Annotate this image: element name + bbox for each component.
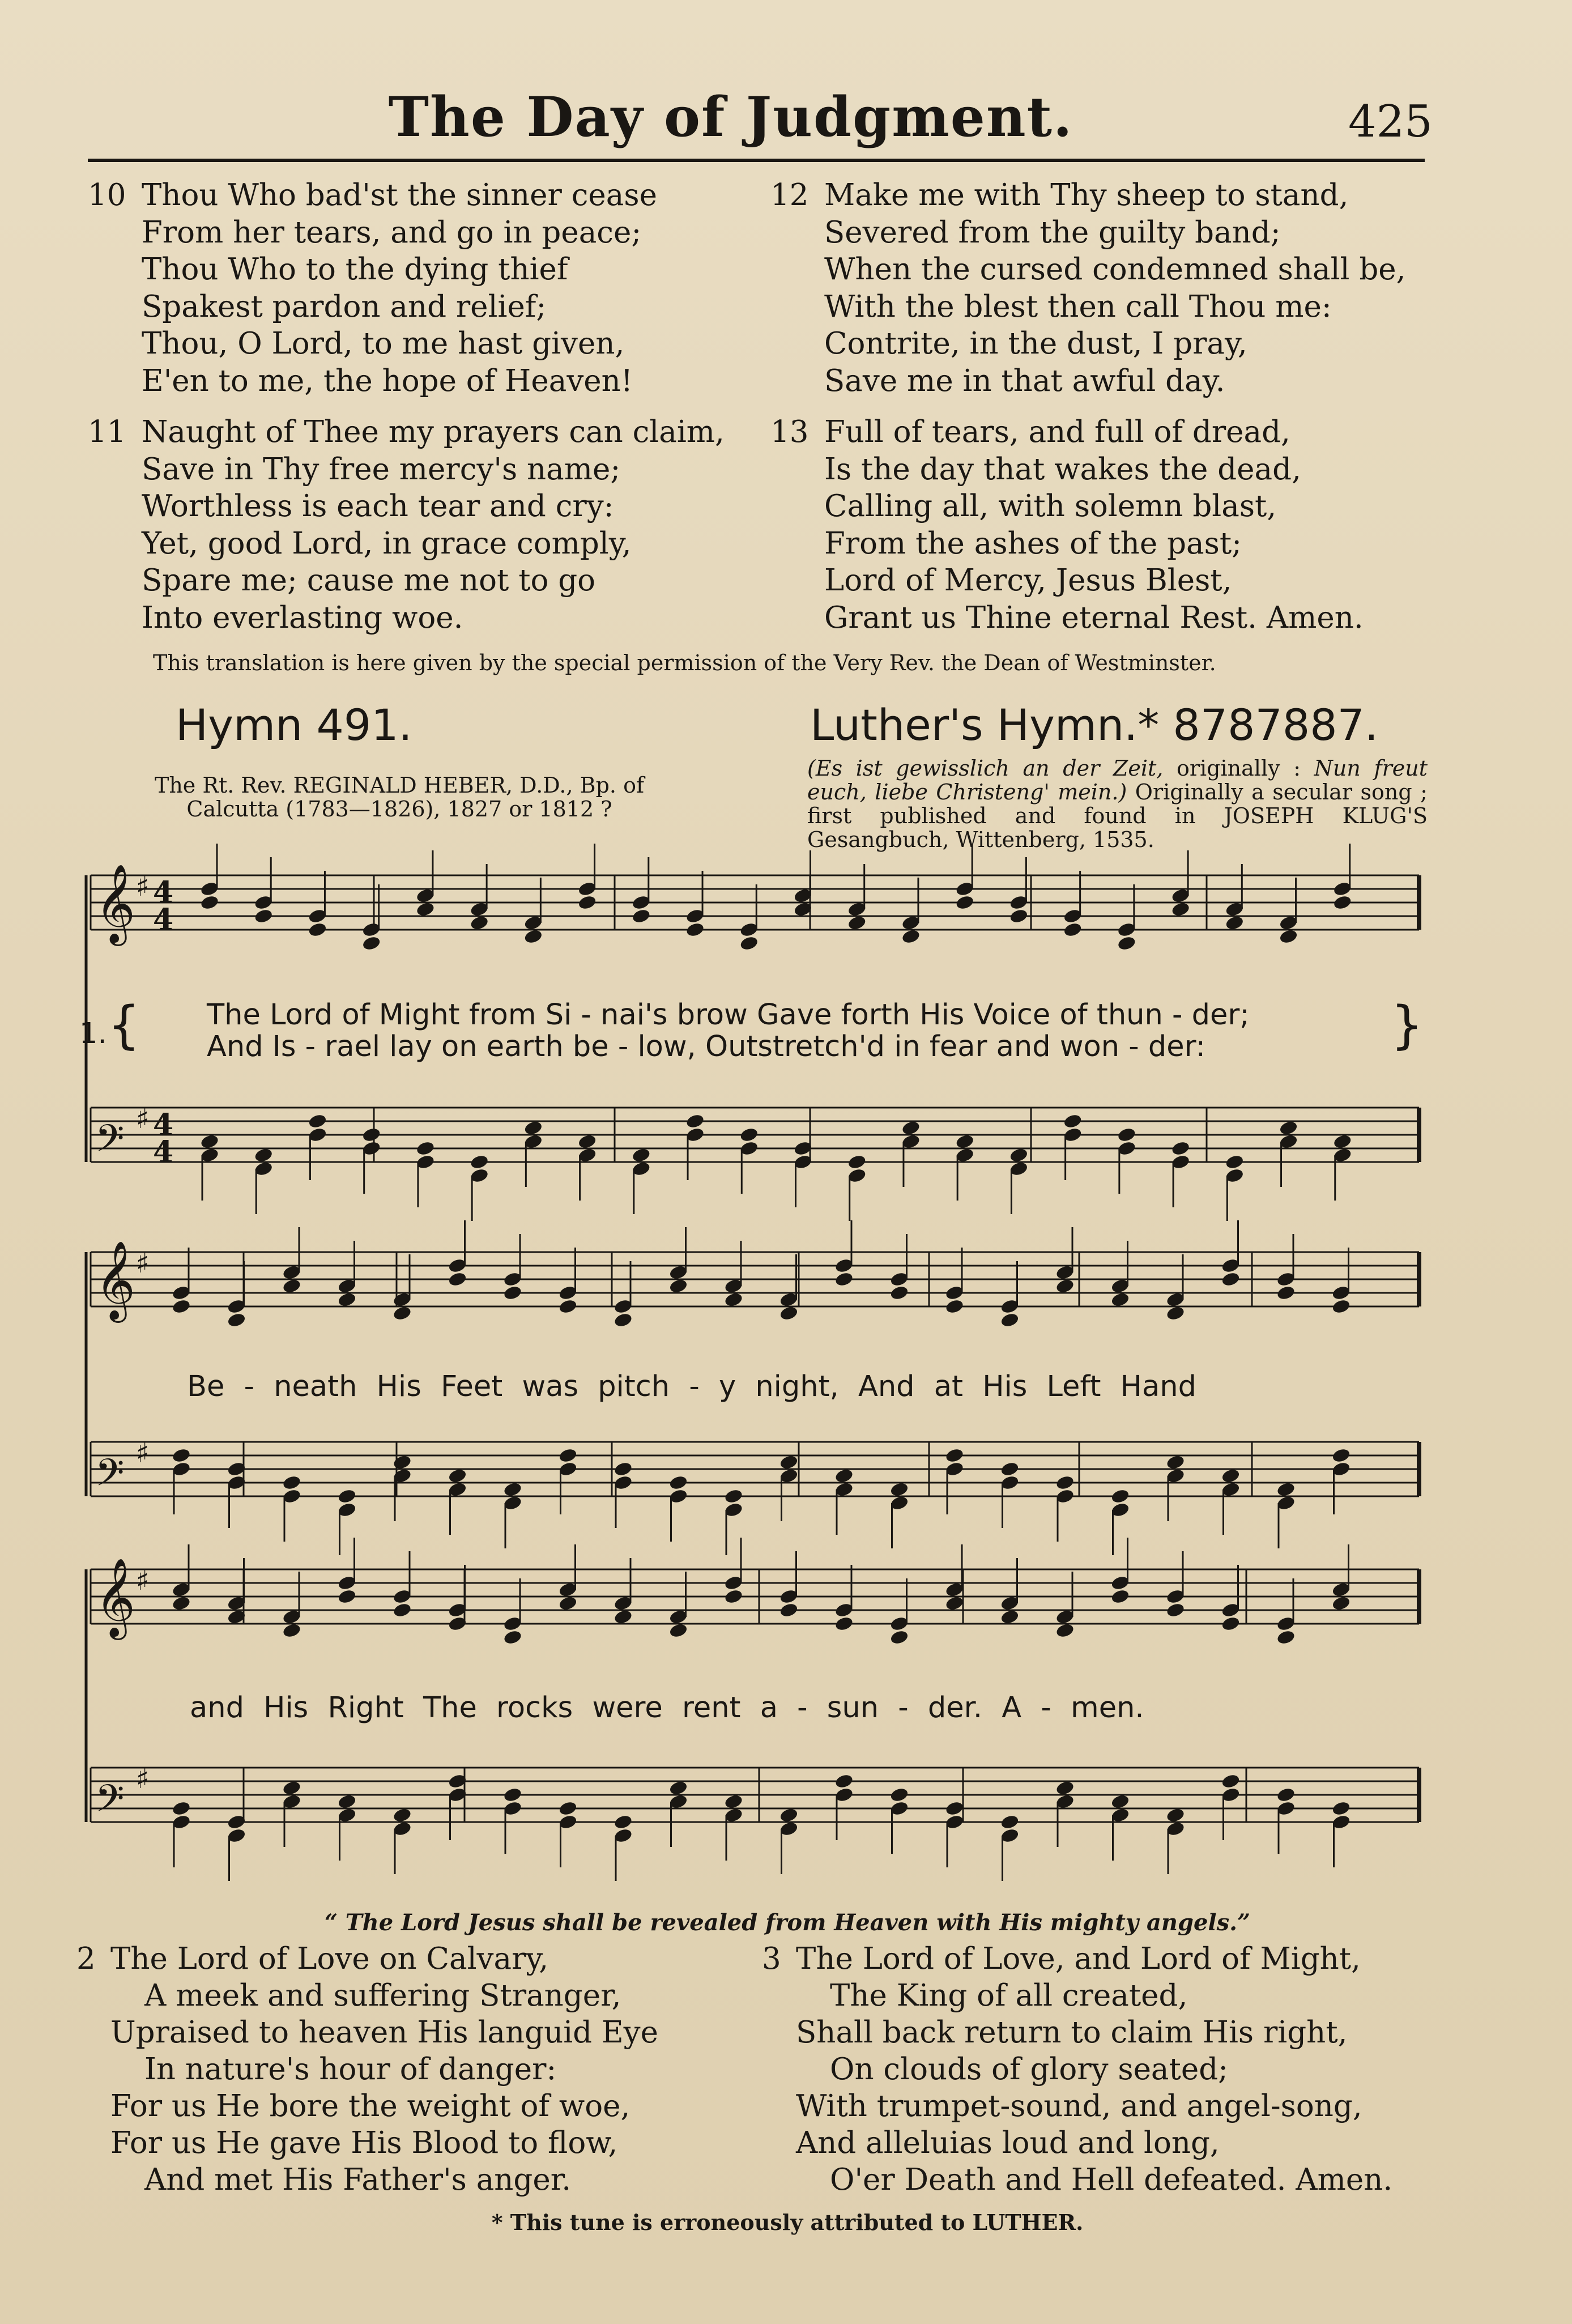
verse-line: Calling all, with solemn blast,: [824, 489, 1277, 523]
treble-clef: 𝄞: [95, 1241, 135, 1320]
notehead: [668, 1780, 688, 1796]
verse-line: Naught of Thee my prayers can claim,: [142, 415, 725, 449]
notehead: [448, 1271, 467, 1287]
verse-line: Thou Who to the dying thief: [142, 252, 568, 287]
author-line: Calcutta (1783—1826), 1827 or 1812 ?: [186, 797, 612, 822]
notehead: [1165, 1305, 1185, 1321]
notehead: [1165, 1602, 1185, 1618]
verse-3: [762, 1940, 1392, 2198]
tune-source-text: Originally a secular song ; first published and found in JOSEPH KLUG'S Gesangbuch, Wittenberg, 1535.: [807, 780, 1428, 852]
notehead: [1221, 1773, 1241, 1789]
time-signature: 4: [153, 1108, 174, 1142]
notehead: [723, 1488, 743, 1504]
notehead: [668, 1278, 688, 1294]
verse-number: 3: [762, 1942, 781, 1976]
notehead: [1063, 1113, 1083, 1129]
notehead: [392, 1454, 412, 1470]
notehead: [847, 1154, 867, 1170]
notehead: [254, 908, 274, 924]
verse-number: 10: [88, 178, 126, 212]
notehead: [171, 1447, 191, 1463]
notehead: [308, 921, 327, 938]
verse-number: 11: [88, 415, 126, 449]
verse-line: And alleluias loud and long,: [796, 2126, 1220, 2160]
notehead: [361, 1126, 381, 1143]
notehead: [502, 1786, 522, 1803]
verse-line: E'en to me, the hope of Heaven!: [142, 363, 633, 398]
verse-line: From her tears, and go in peace;: [142, 215, 642, 250]
notehead: [1055, 1780, 1075, 1796]
verse-line: Thou Who bad'st the sinner cease: [142, 178, 657, 212]
lyrics-verse-number: 1.: [79, 1017, 107, 1050]
notehead: [723, 1588, 743, 1604]
notehead: [1225, 1154, 1245, 1170]
notehead: [901, 1120, 921, 1136]
footnote: * This tune is erroneously attributed to LUTHER.: [491, 2210, 1084, 2235]
notehead: [254, 1147, 274, 1163]
notehead: [337, 1793, 357, 1810]
verse-number: 2: [76, 1942, 96, 1976]
notehead: [1117, 1126, 1136, 1143]
notehead: [392, 1602, 412, 1618]
notehead: [1332, 1133, 1352, 1150]
notehead: [739, 1126, 759, 1143]
notehead: [1000, 1608, 1020, 1625]
page-title: The Day of Judgment.: [388, 85, 1073, 149]
lyrics-line: and His Right The rocks were rent a - sun - der. A - men.: [190, 1691, 1144, 1725]
notehead: [1221, 1467, 1241, 1484]
verse-line: Upraised to heaven His languid Eye: [110, 2015, 658, 2050]
notehead: [392, 1807, 412, 1823]
notehead: [282, 1780, 301, 1796]
verse-number: 12: [770, 178, 809, 212]
notehead: [1279, 1120, 1298, 1136]
verse-line: Grant us Thine eternal Rest. Amen.: [824, 600, 1364, 635]
notehead: [779, 1454, 799, 1470]
notehead: [337, 1291, 357, 1308]
verse-line: With trumpet-sound, and angel-song,: [796, 2089, 1362, 2123]
notehead: [1331, 1298, 1351, 1314]
notehead: [282, 1474, 301, 1491]
lyrics-line: Be - neath His Feet was pitch - y night, And at His Left Hand: [187, 1370, 1196, 1403]
notehead: [668, 1622, 688, 1638]
bass-clef: 𝄢: [95, 1777, 125, 1829]
notehead: [1171, 1140, 1191, 1156]
notehead: [558, 1800, 578, 1816]
notehead: [1279, 928, 1298, 944]
notehead: [889, 1786, 909, 1803]
notehead: [779, 1602, 799, 1618]
notehead: [944, 1595, 964, 1611]
notehead: [171, 1800, 191, 1816]
notehead: [415, 1140, 435, 1156]
verse-line: In nature's hour of danger:: [144, 2052, 557, 2087]
notehead: [558, 1595, 578, 1611]
notehead: [779, 1305, 799, 1321]
notehead: [723, 1291, 743, 1308]
notehead: [613, 1312, 633, 1328]
notehead: [889, 1481, 909, 1497]
notehead: [502, 1481, 522, 1497]
verse-line: From the ashes of the past;: [824, 526, 1242, 561]
verse-line: For us He bore the weight of woe,: [110, 2089, 630, 2123]
verse-line: Is the day that wakes the dead,: [824, 452, 1301, 487]
time-signature: 4: [153, 1135, 174, 1169]
verse-line: On clouds of glory seated;: [830, 2052, 1228, 2087]
tune-name: Luther's Hymn.* 8787887.: [810, 700, 1379, 750]
verse-line: Worthless is each tear and cry:: [142, 489, 614, 523]
key-sharp: ♯: [136, 1437, 150, 1469]
notehead: [1221, 1271, 1241, 1287]
notehead: [1276, 1284, 1296, 1301]
notehead: [685, 921, 705, 938]
notehead: [1276, 1481, 1296, 1497]
notehead: [901, 928, 921, 944]
treble-clef: 𝄞: [95, 864, 135, 943]
notehead: [1165, 1454, 1185, 1470]
notehead: [470, 914, 489, 931]
lyrics-brace-left: {: [108, 995, 140, 1055]
verse-line: Spare me; cause me not to go: [142, 563, 596, 598]
notehead: [282, 1278, 301, 1294]
notehead: [1009, 908, 1029, 924]
author-line: The Rt. Rev. REGINALD HEBER, D.D., Bp. of: [154, 773, 645, 798]
notehead: [1171, 901, 1191, 917]
notehead: [1276, 1629, 1296, 1645]
key-sharp: ♯: [136, 1103, 150, 1135]
verse-line: The King of all created,: [830, 1978, 1188, 2013]
notehead: [685, 1113, 705, 1129]
notehead: [392, 1305, 412, 1321]
notehead: [337, 1488, 357, 1504]
notehead: [470, 1154, 489, 1170]
key-sharp: ♯: [136, 871, 150, 903]
notehead: [739, 935, 759, 951]
notehead: [308, 1113, 327, 1129]
notehead: [847, 914, 867, 931]
verse-line: When the cursed condemned shall be,: [824, 252, 1406, 287]
notehead: [523, 1120, 543, 1136]
verse-line: Shall back return to claim His right,: [796, 2015, 1348, 2050]
verse-line: Into everlasting woe.: [142, 600, 463, 635]
tune-source-italic: Nun freut euch, liebe Christeng' mein.): [807, 756, 1428, 805]
verse-line: Save in Thy free mercy's name;: [142, 452, 621, 487]
notehead: [631, 1147, 651, 1163]
notehead: [1117, 935, 1136, 951]
notehead: [1055, 1622, 1075, 1638]
hymn-number: Hymn 491.: [176, 700, 412, 750]
notehead: [668, 1474, 688, 1491]
verse-line: Full of tears, and full of dread,: [824, 415, 1290, 449]
permission-note: This translation is here given by the special permission of the Very Rev. the Dean of Westminster.: [153, 650, 1216, 675]
notehead: [613, 1814, 633, 1830]
notehead: [955, 1133, 975, 1150]
notehead: [1110, 1793, 1130, 1810]
notehead: [1055, 1474, 1075, 1491]
notehead: [502, 1284, 522, 1301]
verse-line: Severed from the guilty band;: [824, 215, 1281, 250]
verse-number: 13: [770, 415, 809, 449]
notehead: [834, 1467, 854, 1484]
key-sharp: ♯: [136, 1763, 150, 1795]
verse-2: [76, 1940, 658, 2198]
notehead: [1331, 1447, 1351, 1463]
notehead: [1331, 1800, 1351, 1816]
bass-clef: 𝄢: [95, 1117, 125, 1169]
verse-line: Yet, good Lord, in grace comply,: [142, 526, 632, 561]
verse-line: O'er Death and Hell defeated. Amen.: [830, 2163, 1393, 2197]
notehead: [558, 1298, 578, 1314]
lyrics-brace-right: }: [1391, 995, 1424, 1055]
tune-source-italic: (Es ist gewisslich an der Zeit,: [807, 756, 1164, 781]
notehead: [227, 1312, 246, 1328]
treble-clef: 𝄞: [95, 1558, 135, 1637]
notehead: [1165, 1807, 1185, 1823]
verse-line: And met His Father's anger.: [144, 2163, 572, 2197]
time-signature: 4: [153, 875, 174, 910]
notehead: [1009, 1147, 1029, 1163]
verse-line: For us He gave His Blood to flow,: [110, 2126, 618, 2160]
notehead: [502, 1629, 522, 1645]
verse-line: Thou, O Lord, to me hast given,: [142, 326, 625, 361]
verse-line: The Lord of Love on Calvary,: [110, 1942, 549, 1976]
notehead: [171, 1595, 191, 1611]
notehead: [523, 928, 543, 944]
notehead: [558, 1447, 578, 1463]
verse-line: A meek and suffering Stranger,: [144, 1978, 621, 2013]
notehead: [361, 935, 381, 951]
verse-line: Make me with Thy sheep to stand,: [824, 178, 1349, 212]
notehead: [944, 1800, 964, 1816]
notehead: [1331, 1595, 1351, 1611]
notehead: [1063, 921, 1083, 938]
notehead: [944, 1298, 964, 1314]
notehead: [834, 1615, 854, 1632]
notehead: [834, 1271, 854, 1287]
notehead: [955, 894, 975, 910]
verse-line: With the blest then call Thou me:: [824, 289, 1332, 324]
bass-clef: 𝄢: [95, 1451, 125, 1504]
notehead: [723, 1793, 743, 1810]
notehead: [1110, 1291, 1130, 1308]
time-signature: 4: [153, 903, 174, 937]
notehead: [282, 1622, 301, 1638]
notehead: [1000, 1461, 1020, 1477]
verse-line: Spakest pardon and relief;: [142, 289, 547, 324]
notehead: [199, 1133, 219, 1150]
verse-line: Contrite, in the dust, I pray,: [824, 326, 1247, 361]
notehead: [631, 908, 651, 924]
verse-line: Lord of Mercy, Jesus Blest,: [824, 563, 1232, 598]
notehead: [448, 1467, 467, 1484]
notehead: [1055, 1278, 1075, 1294]
notehead: [1225, 914, 1245, 931]
key-sharp: ♯: [136, 1565, 150, 1597]
notehead: [613, 1461, 633, 1477]
notehead: [1000, 1814, 1020, 1830]
notehead: [1110, 1588, 1130, 1604]
notehead: [613, 1608, 633, 1625]
notehead: [944, 1447, 964, 1463]
notehead: [1000, 1312, 1020, 1328]
notehead: [1332, 894, 1352, 910]
page-number: 425: [1348, 96, 1433, 147]
notehead: [577, 1133, 597, 1150]
notehead: [889, 1629, 909, 1645]
notehead: [889, 1284, 909, 1301]
notehead: [337, 1588, 357, 1604]
notehead: [171, 1298, 191, 1314]
notehead: [199, 894, 219, 910]
verse-line: Save me in that awful day.: [824, 363, 1225, 398]
lyrics-line: And Is - rael lay on earth be - low, Outstretch'd in fear and won - der:: [207, 1030, 1205, 1063]
notehead: [834, 1773, 854, 1789]
notehead: [1276, 1786, 1296, 1803]
verse-line: The Lord of Love, and Lord of Might,: [796, 1942, 1361, 1976]
notehead: [577, 894, 597, 910]
key-sharp: ♯: [136, 1248, 150, 1279]
notehead: [415, 901, 435, 917]
tune-source-text: originally :: [1163, 756, 1314, 781]
notehead: [1221, 1615, 1241, 1632]
scripture-quote: “ The Lord Jesus shall be revealed from Heaven with His mighty angels.”: [324, 1909, 1251, 1936]
notehead: [1110, 1488, 1130, 1504]
lyrics-line: The Lord of Might from Si - nai's brow Gave forth His Voice of thun - der;: [207, 998, 1250, 1032]
notehead: [779, 1807, 799, 1823]
